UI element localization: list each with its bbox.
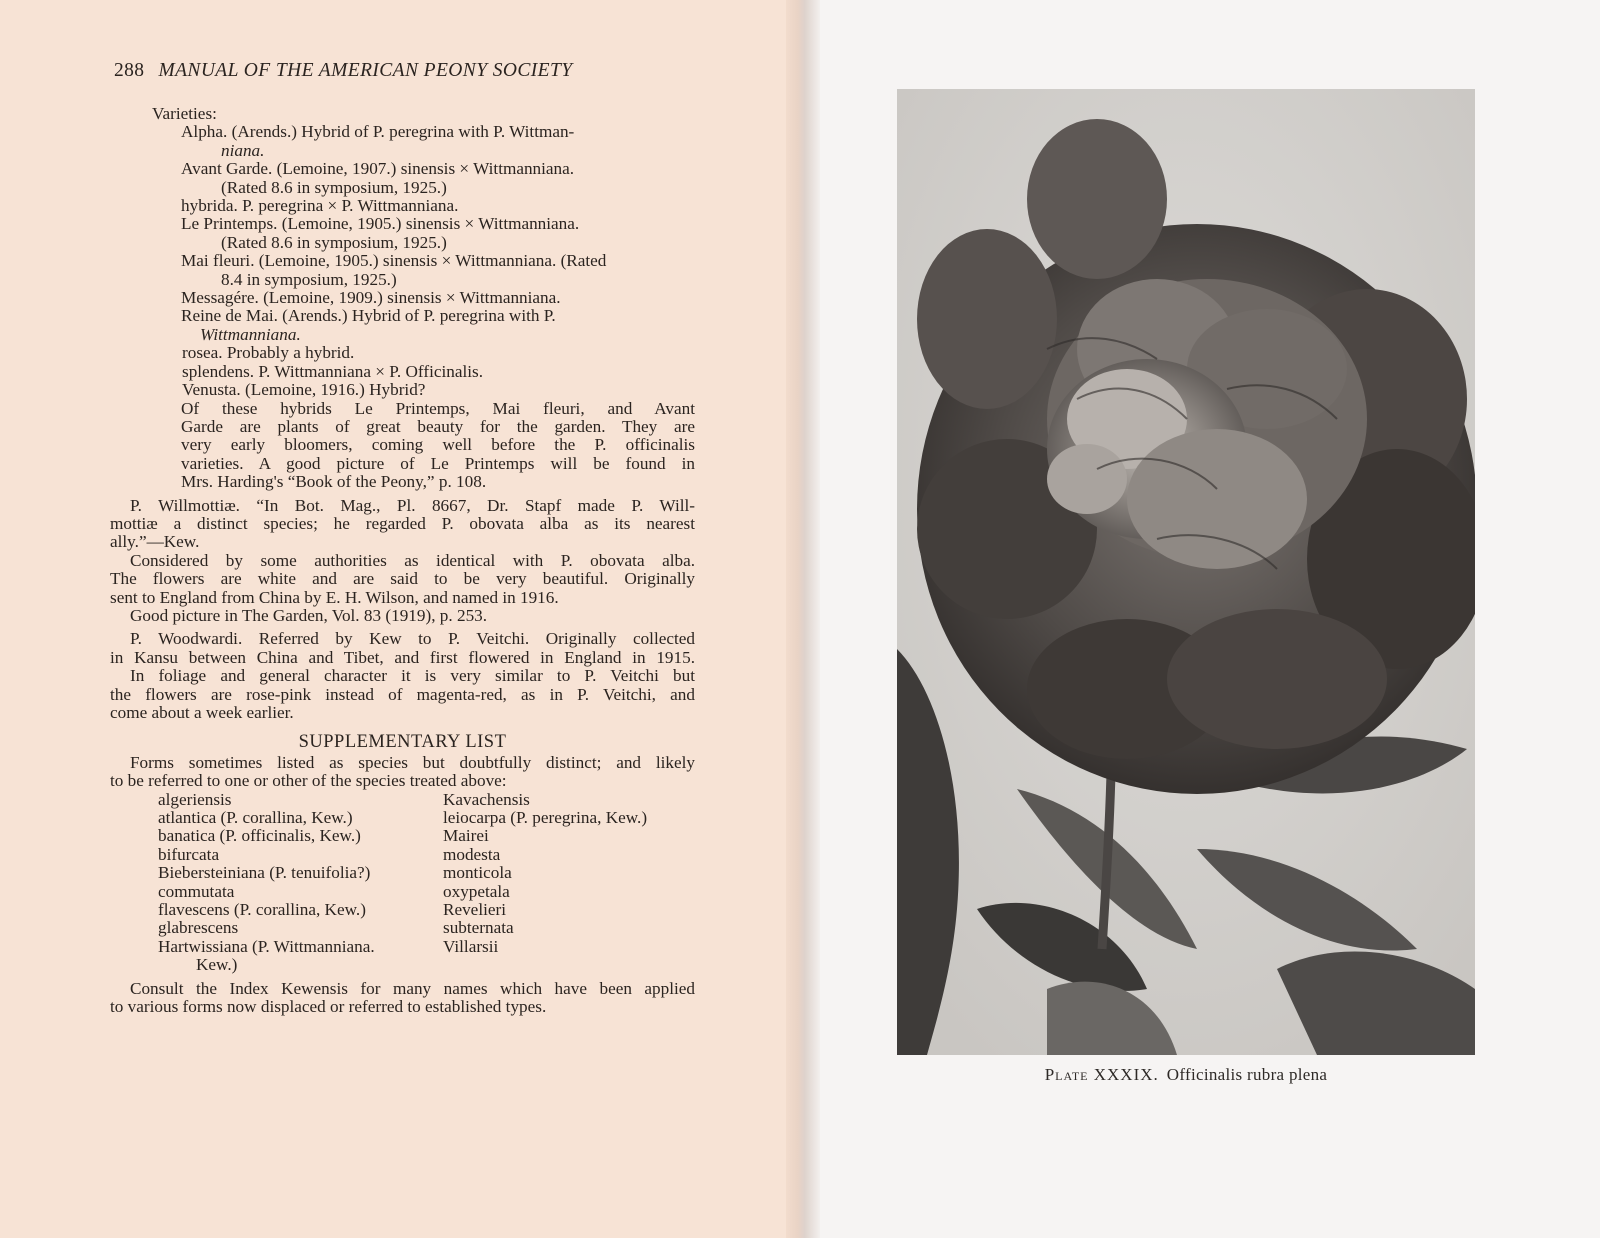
variety-line: Mai fleuri. (Lemoine, 1905.) sinensis × Wittmanniana. (Rated bbox=[181, 251, 607, 271]
variety-line: splendens. P. Wittmanniana × P. Officinalis. bbox=[182, 361, 484, 381]
species-item: Revelieri bbox=[443, 900, 506, 920]
variety-line: hybrida. P. peregrina × P. Wittmanniana. bbox=[181, 196, 459, 216]
species-item: Mairei bbox=[443, 826, 489, 846]
variety-line: Messagére. (Lemoine, 1909.) sinensis × Wittmanniana. bbox=[181, 288, 561, 308]
species-item: bifurcata bbox=[158, 844, 220, 864]
species-item: leiocarpa (P. peregrina, Kew.) bbox=[443, 808, 648, 828]
willmottiae-line: The flowers are white and are said to be very beautiful. Originally bbox=[110, 569, 695, 589]
species-column-right bbox=[443, 791, 695, 975]
intro-line: to be referred to one or other of the species treated above: bbox=[110, 771, 507, 791]
willmottiae-line: Good picture in The Garden, Vol. 83 (1919), p. 253. bbox=[130, 605, 488, 625]
woodwardi-line: In foliage and general character it is very similar to P. Veitchi but bbox=[130, 666, 695, 686]
running-title: MANUAL OF THE AMERICAN PEONY SOCIETY bbox=[158, 60, 573, 81]
note-line: Of these hybrids Le Printemps, Mai fleuri, and Avant bbox=[181, 398, 695, 418]
species-item: Biebersteiniana (P. tenuifolia?) bbox=[158, 863, 371, 883]
species-item: Kavachensis bbox=[443, 789, 530, 809]
page-number: 288 bbox=[114, 60, 145, 81]
plate-label: Plate XXXIX. bbox=[1044, 1065, 1159, 1084]
species-item: modesta bbox=[443, 844, 501, 864]
species-column-left bbox=[110, 791, 443, 975]
variety-line: Le Printemps. (Lemoine, 1905.) sinensis × Wittmanniana. bbox=[181, 214, 580, 234]
willmottiae-line: Considered by some authorities as identical with P. obovata alba. bbox=[130, 550, 695, 570]
species-item: glabrescens bbox=[158, 918, 239, 938]
species-item: oxypetala bbox=[443, 881, 510, 901]
species-item: Villarsii bbox=[443, 936, 499, 956]
variety-line: Venusta. (Lemoine, 1916.) Hybrid? bbox=[182, 380, 426, 400]
variety-line: (Rated 8.6 in symposium, 1925.) bbox=[221, 232, 447, 252]
note-line: Garde are plants of great beauty for the garden. They are bbox=[181, 416, 695, 436]
running-header bbox=[114, 60, 572, 82]
note-line: Mrs. Harding's “Book of the Peony,” p. 108. bbox=[181, 472, 487, 492]
book-gutter bbox=[786, 0, 820, 1238]
variety-line: niana. bbox=[221, 140, 265, 160]
variety-line: Avant Garde. (Lemoine, 1907.) sinensis × Wittmanniana. bbox=[181, 159, 575, 179]
variety-line: Wittmanniana. bbox=[200, 324, 301, 344]
intro-line: Forms sometimes listed as species but doubtfully distinct; and likely bbox=[130, 752, 695, 772]
willmottiae-line: P. Willmottiæ. “In Bot. Mag., Pl. 8667, Dr. Stapf made P. Will- bbox=[130, 495, 695, 515]
plate-caption bbox=[897, 1065, 1475, 1085]
peony-illustration bbox=[897, 89, 1475, 1055]
body-text bbox=[110, 105, 695, 1017]
willmottiae-line: ally.”—Kew. bbox=[110, 532, 200, 552]
species-item: subternata bbox=[443, 918, 514, 938]
varieties-heading: Varieties: bbox=[152, 104, 217, 123]
woodwardi-line: P. Woodwardi. Referred by Kew to P. Veitchi. Originally collected bbox=[130, 629, 695, 649]
woodwardi-line: in Kansu between China and Tibet, and first flowered in England in 1915. bbox=[110, 647, 695, 667]
species-columns bbox=[110, 791, 695, 975]
willmottiae-line: sent to England from China by E. H. Wilson, and named in 1916. bbox=[110, 587, 559, 607]
species-item: atlantica (P. corallina, Kew.) bbox=[158, 808, 353, 828]
closing-line: to various forms now displaced or referred to established types. bbox=[110, 997, 547, 1017]
willmottiae-line: mottiæ a distinct species; he regarded P. obovata alba as its nearest bbox=[110, 513, 695, 533]
woodwardi-line: the flowers are rose-pink instead of magenta-red, as in P. Veitchi, and bbox=[110, 684, 695, 704]
variety-line: 8.4 in symposium, 1925.) bbox=[221, 269, 397, 289]
section-heading: SUPPLEMENTARY LIST bbox=[298, 732, 507, 753]
closing-line: Consult the Index Kewensis for many names which have been applied bbox=[130, 978, 695, 998]
species-item: Kew.) bbox=[196, 955, 238, 975]
species-item: algeriensis bbox=[158, 789, 232, 809]
species-item: Hartwissiana (P. Wittmanniana. bbox=[158, 936, 375, 956]
variety-line: rosea. Probably a hybrid. bbox=[182, 343, 355, 363]
species-item: commutata bbox=[158, 881, 235, 901]
plate-caption-text: Officinalis rubra plena bbox=[1166, 1065, 1328, 1084]
variety-line: Alpha. (Arends.) Hybrid of P. peregrina with P. Wittman- bbox=[181, 122, 575, 142]
peony-photo bbox=[897, 89, 1475, 1055]
species-item: banatica (P. officinalis, Kew.) bbox=[158, 826, 361, 846]
variety-line: (Rated 8.6 in symposium, 1925.) bbox=[221, 177, 447, 197]
woodwardi-line: come about a week earlier. bbox=[110, 703, 294, 722]
note-line: varieties. A good picture of Le Printemps will be found in bbox=[181, 453, 695, 473]
note-line: very early bloomers, coming well before the P. officinalis bbox=[181, 435, 695, 455]
species-item: monticola bbox=[443, 863, 512, 883]
species-item: flavescens (P. corallina, Kew.) bbox=[158, 900, 366, 920]
variety-line: Reine de Mai. (Arends.) Hybrid of P. peregrina with P. bbox=[181, 306, 556, 326]
